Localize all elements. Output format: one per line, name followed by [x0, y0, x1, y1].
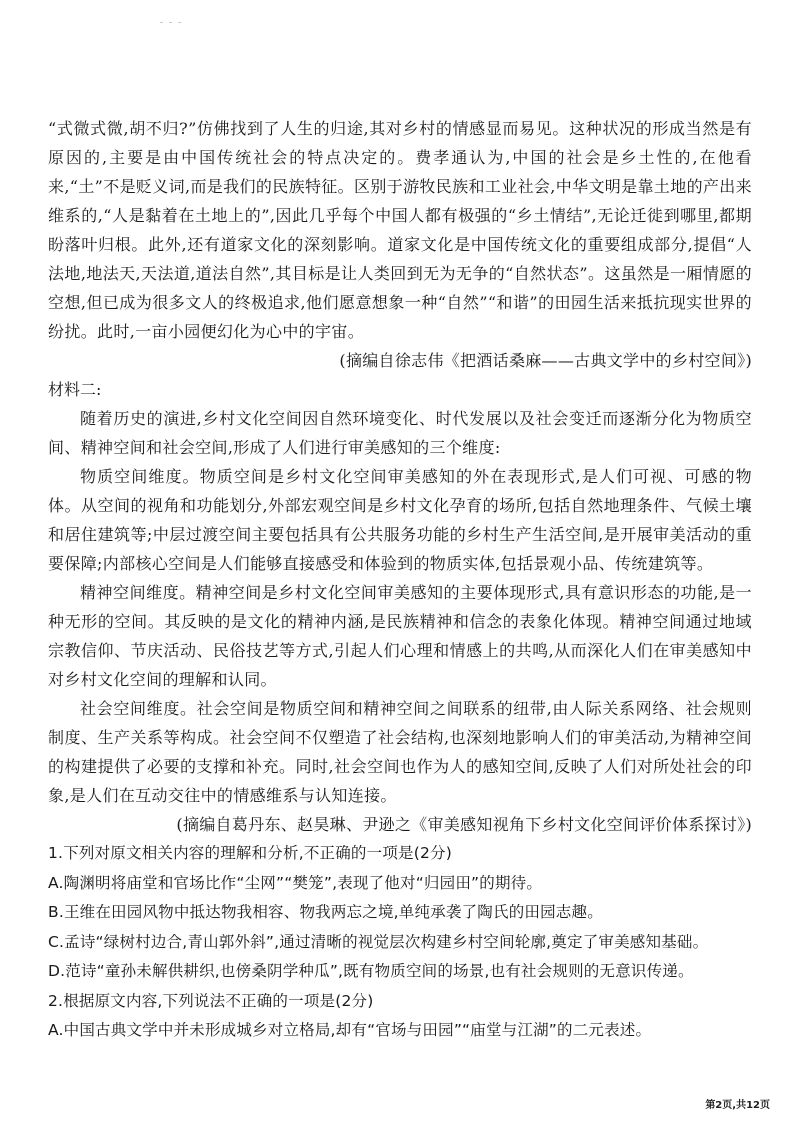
paragraph-1: “式微式微,胡不归?”仿佛找到了人生的归途,其对乡村的情感显而易见。这种状况的形成当然是有原因的,主要是由中国传统社会的特点决定的。费孝通认为,中国的社会是乡土性的,在他看来,“土”不是贬义词,而是我们的民族特征。区别于游牧民族和工业社会,中华文明是靠土地的产出来维系的,“人是黏着在土地上的”,因此几乎每个中国人都有极强的“乡土情结”,无论迁徙到哪里,都期盼落叶归根。此外,还有道家文化的深刻影响。道家文化是中国传统文化的重要组成部分,提倡“人法地,地法天,天法道,道法自然”,其目标是让人类回到无为无争的“自然状态”。这虽然是一厢情愿的空想,但已成为很多文人的终极追求,他们愿意想象一种“自然”“和谐”的田园生活来抵抗现实世界的纷扰。此时,一亩小园便幻化为心中的宇宙。	[48, 119, 752, 341]
source-citation-1: (摘编自徐志伟《把酒话桑麻——古典文学中的乡村空间》)	[339, 351, 752, 370]
source-citation-2: (摘编自葛丹东、赵昊琳、尹逊之《审美感知视角下乡村文化空间评价体系探讨》)	[176, 815, 752, 834]
document-page	[48, 114, 752, 1046]
paragraph-2: 随着历史的演进,乡村文化空间因自然环境变化、时代发展以及社会变迁而逐渐分化为物质空间、精神空间和社会空间,形成了人们进行审美感知的三个维度:	[48, 409, 752, 457]
question-2-option-a: A.中国古典文学中并未形成城乡对立格局,却有“官场与田园”“庙堂与江湖”的二元表述。	[48, 1021, 652, 1039]
page-number: 第2页,共12页	[705, 1100, 770, 1111]
question-1-option-b: B.王维在田园风物中抵达物我相容、物我两忘之境,单纯承袭了陶氏的田园志趣。	[48, 903, 603, 921]
question-1-option-d: D.范诗“童孙未解供耕织,也傍桑阴学种瓜”,既有物质空间的场景,也有社会规则的无意识传递。	[48, 962, 694, 980]
material-2-heading: 材料二:	[48, 380, 102, 399]
question-1: 1.下列对原文相关内容的理解和分析,不正确的一项是(2分)	[48, 844, 452, 862]
question-1-option-a: A.陶渊明将庙堂和官场比作“尘网”“樊笼”,表现了他对“归园田”的期待。	[48, 873, 543, 892]
scan-artifact	[160, 8, 200, 10]
paragraph-5: 社会空间维度。社会空间是物质空间和精神空间之间联系的纽带,由人际关系网络、社会规则制度、生产关系等构成。社会空间不仅塑造了社会结构,也深刻地影响人们的审美活动,为精神空间的构建提供了必要的支撑和补充。同时,社会空间也作为人的感知空间,反映了人们对所处社会的印象,是人们在互动交往中的情感维系与认知连接。	[48, 699, 752, 805]
question-2: 2.根据原文内容,下列说法不正确的一项是(2分)	[48, 991, 374, 1010]
question-1-option-c: C.孟诗“绿树村边合,青山郭外斜”,通过清晰的视觉层次构建乡村空间轮廓,奠定了审美感知基础。	[48, 932, 709, 951]
paragraph-4: 精神空间维度。精神空间是乡村文化空间审美感知的主要体现形式,具有意识形态的功能,是一种无形的空间。其反映的是文化的精神内涵,是民族精神和信念的表象化体现。精神空间通过地域宗教信仰、节庆活动、民俗技艺等方式,引起人们心理和情感上的共鸣,从而深化人们在审美感知中对乡村文化空间的理解和认同。	[48, 583, 752, 689]
paragraph-3: 物质空间维度。物质空间是乡村文化空间审美感知的外在表现形式,是人们可视、可感的物体。从空间的视角和功能划分,外部宏观空间是乡村文化孕育的场所,包括自然地理条件、气候土壤和居住建筑等;中层过渡空间主要包括具有公共服务功能的乡村生产生活空间,是开展审美活动的重要保障;内部核心空间是人们能够直接感受和体验到的物质实体,包括景观小品、传统建筑等。	[48, 467, 752, 573]
